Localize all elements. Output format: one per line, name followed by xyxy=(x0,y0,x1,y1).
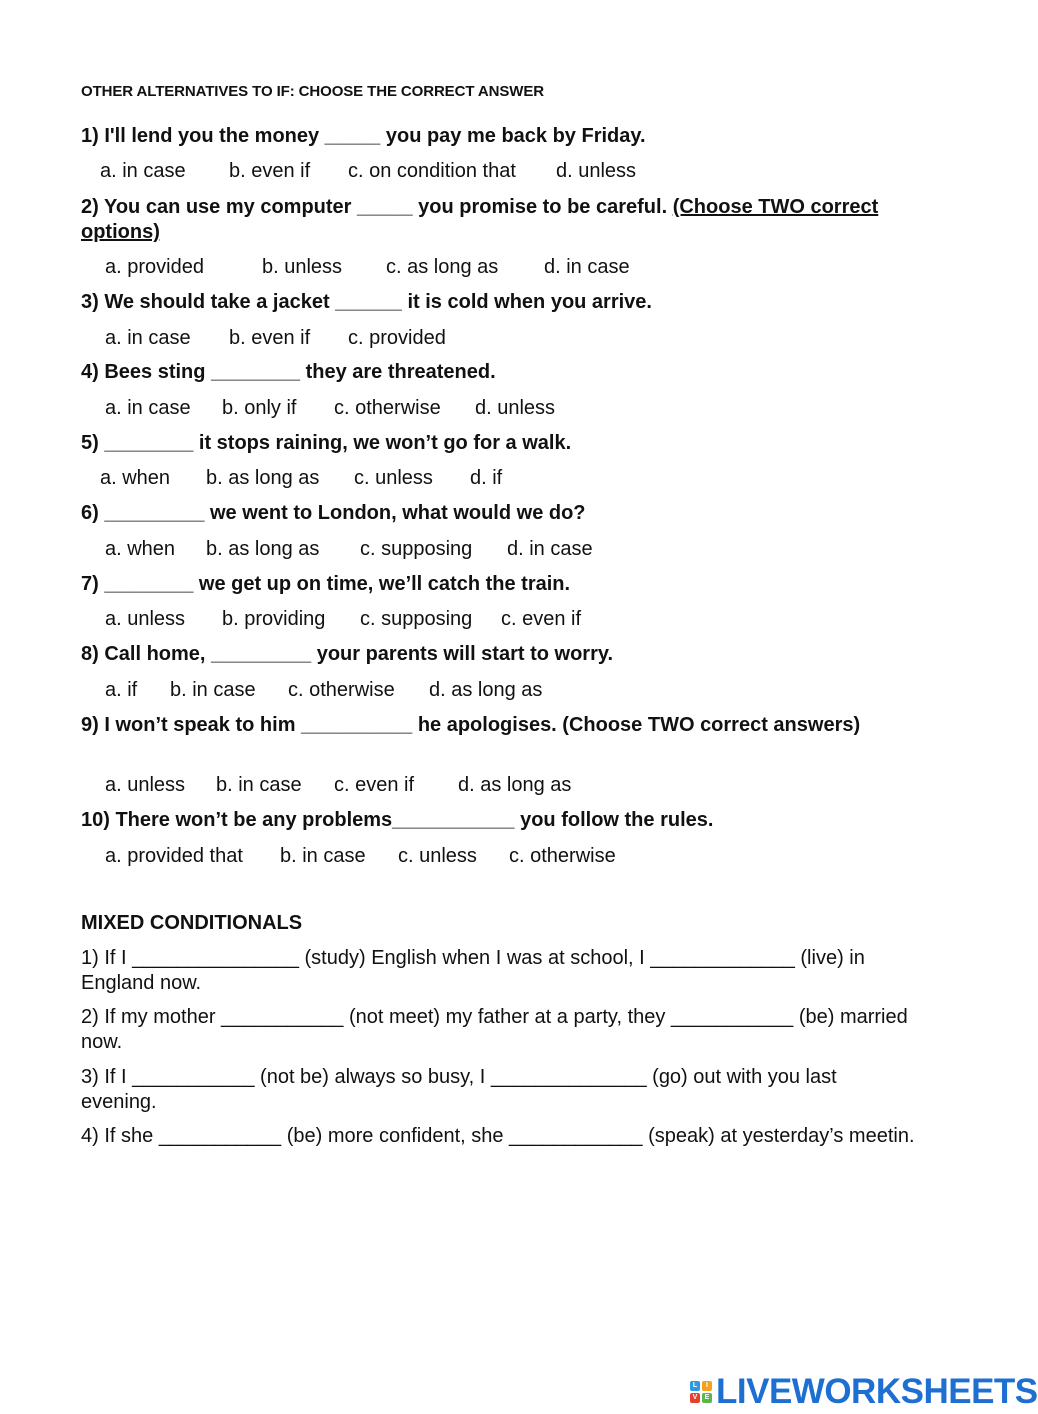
option[interactable]: d. in case xyxy=(507,538,593,560)
option[interactable]: c. otherwise xyxy=(334,397,441,419)
options-10 xyxy=(105,844,616,869)
option[interactable]: a. if xyxy=(105,679,138,701)
option[interactable]: d. in case xyxy=(544,256,630,278)
section-title-mixed-conditionals: MIXED CONDITIONALS xyxy=(81,912,303,934)
option[interactable]: d. unless xyxy=(556,160,637,182)
options-4 xyxy=(105,396,555,421)
mixed-item-3: 3) If I ___________ (not be) always so busy, I ______________ (go) out with you last evening. xyxy=(81,1066,837,1113)
option[interactable]: a. provided xyxy=(105,256,204,278)
mixed-item-4: 4) If she ___________ (be) more confident, she ____________ (speak) at yesterday’s meetin. xyxy=(81,1125,915,1147)
question-5: 5) ________ it stops raining, we won’t go for a walk. xyxy=(81,432,572,454)
question-1: 1) I'll lend you the money _____ you pay me back by Friday. xyxy=(81,125,646,147)
option[interactable]: b. even if xyxy=(229,327,311,349)
logo-mark-icon: L I V E xyxy=(690,1381,712,1403)
option[interactable]: c. as long as xyxy=(386,256,499,278)
option[interactable]: a. in case xyxy=(105,397,191,419)
option[interactable]: c. otherwise xyxy=(288,679,395,701)
question-4: 4) Bees sting ________ they are threatened. xyxy=(81,361,496,383)
options-2 xyxy=(105,255,630,280)
option[interactable]: c. unless xyxy=(398,845,477,867)
question-2: 2) You can use my computer _____ you promise to be careful. (Choose TWO correct options) xyxy=(81,196,879,243)
option[interactable]: c. provided xyxy=(348,327,446,349)
worksheet-title: OTHER ALTERNATIVES TO IF: CHOOSE THE CORRECT ANSWER xyxy=(81,83,544,100)
option[interactable]: c. supposing xyxy=(360,608,473,630)
question-3: 3) We should take a jacket ______ it is cold when you arrive. xyxy=(81,291,652,313)
options-8 xyxy=(105,678,542,703)
option[interactable]: d. unless xyxy=(475,397,556,419)
option[interactable]: b. unless xyxy=(262,256,343,278)
question-note: (Choose TWO correct options) xyxy=(81,196,879,243)
option[interactable]: b. in case xyxy=(170,679,256,701)
options-6 xyxy=(105,537,593,562)
options-3 xyxy=(105,326,446,351)
option[interactable]: d. if xyxy=(470,467,503,489)
option[interactable]: c. even if xyxy=(501,608,582,630)
question-6: 6) _________ we went to London, what would we do? xyxy=(81,502,586,524)
option[interactable]: b. in case xyxy=(280,845,366,867)
option[interactable]: d. as long as xyxy=(458,774,572,796)
option[interactable]: c. unless xyxy=(354,467,433,489)
option[interactable]: b. in case xyxy=(216,774,302,796)
option[interactable]: a. when xyxy=(100,467,171,489)
options-1 xyxy=(100,159,636,184)
option[interactable]: a. unless xyxy=(105,774,186,796)
options-9 xyxy=(105,773,571,798)
option[interactable]: b. as long as xyxy=(206,467,320,489)
option[interactable]: a. in case xyxy=(100,160,186,182)
option[interactable]: b. providing xyxy=(222,608,326,630)
option[interactable]: b. as long as xyxy=(206,538,320,560)
liveworksheets-logo xyxy=(690,1372,1038,1412)
logo-text: LIVEWORKSHEETS xyxy=(716,1372,1038,1411)
option[interactable]: b. even if xyxy=(229,160,311,182)
option[interactable]: c. on condition that xyxy=(348,160,516,182)
question-9: 9) I won’t speak to him __________ he apologises. (Choose TWO correct answers) xyxy=(81,714,861,736)
option[interactable]: c. otherwise xyxy=(509,845,616,867)
options-5 xyxy=(100,466,502,491)
question-10: 10) There won’t be any problems___________ you follow the rules. xyxy=(81,809,714,831)
mixed-item-2: 2) If my mother ___________ (not meet) my father at a party, they ___________ (be) married now. xyxy=(81,1006,908,1053)
option[interactable]: a. provided that xyxy=(105,845,243,867)
option[interactable]: c. even if xyxy=(334,774,415,796)
question-8: 8) Call home, _________ your parents will start to worry. xyxy=(81,643,614,665)
option[interactable]: a. when xyxy=(105,538,176,560)
option[interactable]: c. supposing xyxy=(360,538,473,560)
option[interactable]: a. in case xyxy=(105,327,191,349)
options-7 xyxy=(105,607,581,632)
mixed-item-1: 1) If I _______________ (study) English when I was at school, I _____________ (live) in England now. xyxy=(81,947,865,994)
question-7: 7) ________ we get up on time, we’ll catch the train. xyxy=(81,573,571,595)
option[interactable]: b. only if xyxy=(222,397,297,419)
option[interactable]: d. as long as xyxy=(429,679,543,701)
option[interactable]: a. unless xyxy=(105,608,186,630)
